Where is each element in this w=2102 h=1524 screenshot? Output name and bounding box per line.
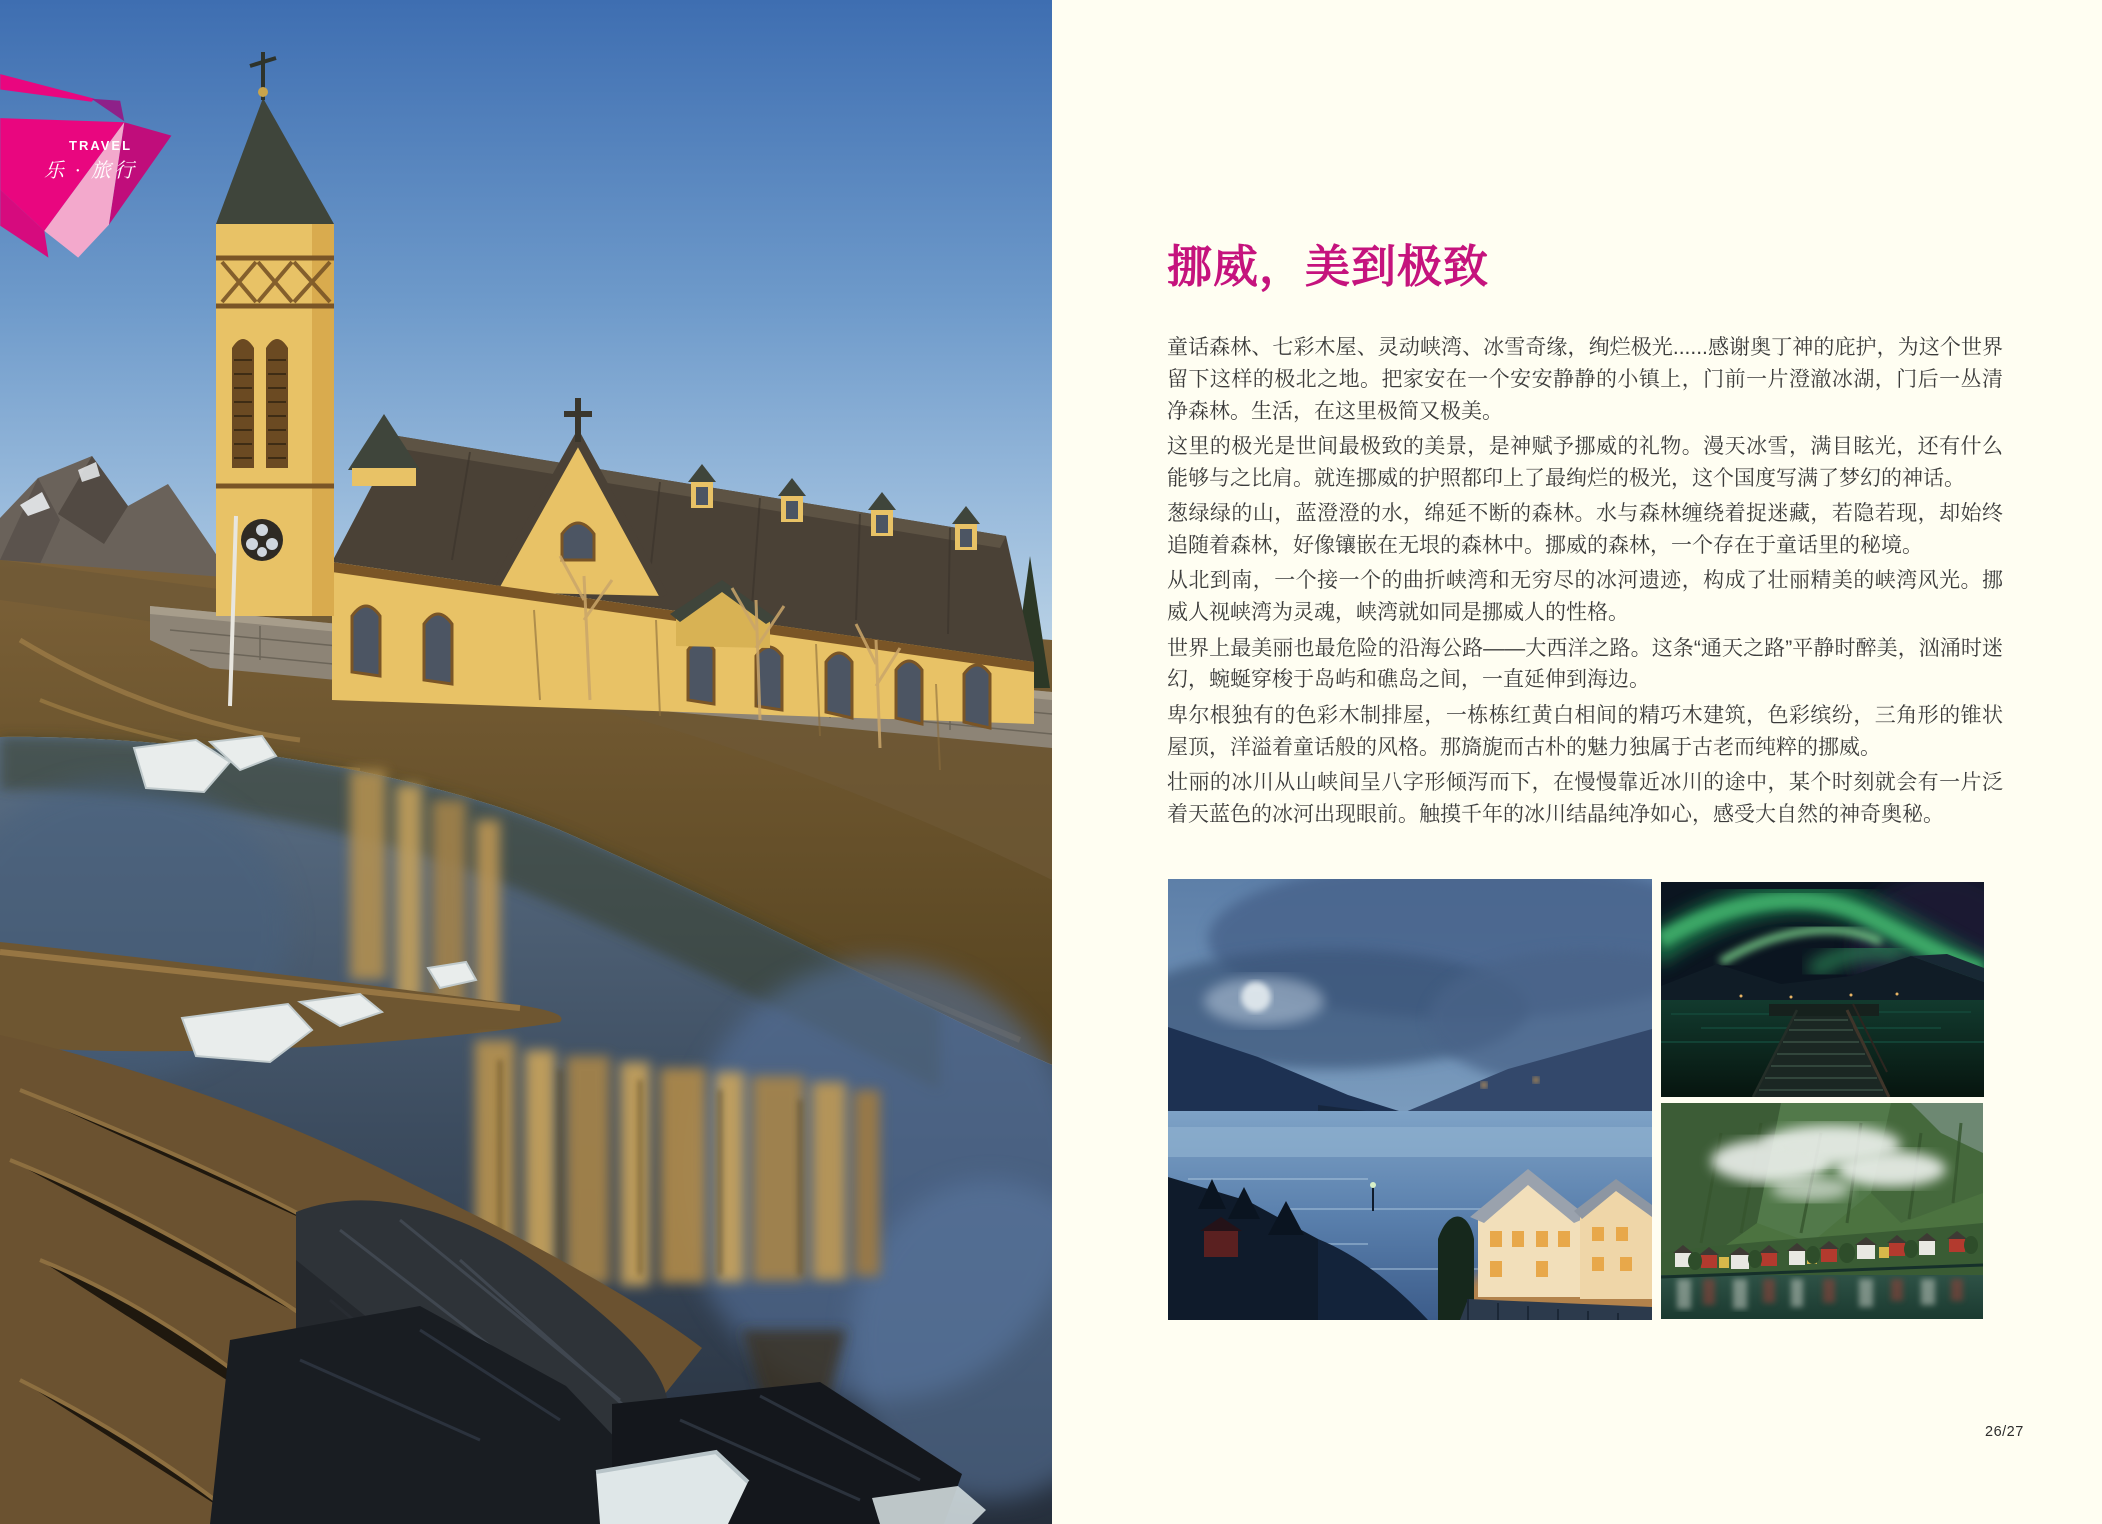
page-number: 26/27: [1985, 1424, 2024, 1440]
paragraph: 葱绿绿的山，蓝澄澄的水，绵延不断的森林。水与森林缠绕着捉迷藏，若隐若现，却始终追随着森林，好像镶嵌在无垠的森林中。挪威的森林，一个存在于童话里的秘境。: [1167, 502, 2003, 557]
fjord-dusk-photo: [1168, 879, 1652, 1320]
paragraph: 卑尔根独有的色彩木制排屋，一栋栋红黄白相间的精巧木建筑，色彩缤纷，三角形的锥状屋顶，洋溢着童话般的风格。那旖旎而古朴的魅力独属于古老而纯粹的挪威。: [1167, 703, 2003, 759]
logo-chinese-label: 乐 · 旅行: [44, 160, 137, 182]
village-illustration: [1661, 1103, 1983, 1319]
aurora-illustration: [1661, 882, 1984, 1097]
paragraph: 世界上最美丽也最危险的沿海公路——大西洋之路。这条“通天之路”平静时醉美，汹涌时迷幻，蜿蜒穿梭于岛屿和礁岛之间，一直延伸到海边。: [1167, 636, 2003, 692]
aurora-pier-photo: [1661, 882, 1984, 1097]
paragraph: 这里的极光是世间最极致的美景，是神赋予挪威的礼物。漫天冰雪，满目眩光，还有什么能够与之比肩。就连挪威的护照都印上了最绚烂的极光，这个国度写满了梦幻的神话。: [1167, 434, 2003, 490]
article-title: 挪威，美到极致: [1167, 242, 1490, 292]
article-body: [1167, 332, 2003, 834]
logo-travel-label: TRAVEL: [69, 138, 133, 153]
paragraph: 从北到南，一个接一个的曲折峡湾和无穷尽的冰河遗迹，构成了壮丽精美的峡湾风光。挪威人视峡湾为灵魂，峡湾就如同是挪威人的性格。: [1167, 569, 2003, 625]
travel-logo: [0, 70, 185, 275]
fjord-dusk-illustration: [1168, 879, 1652, 1320]
paragraph: 壮丽的冰川从山峡间呈八字形倾泻而下，在慢慢靠近冰川的途中，某个时刻就会有一片泛着天蓝色的冰河出现眼前。触摸千年的冰川结晶纯净如心，感受大自然的神奇奥秘。: [1167, 770, 2003, 826]
fjord-village-photo: [1661, 1103, 1983, 1319]
paragraph: 童话森林、七彩木屋、灵动峡湾、冰雪奇缘，绚烂极光......感谢奥丁神的庇护，为这个世界留下这样的极北之地。把家安在一个安安静静的小镇上，门前一片澄澈冰湖，门后一丛清净森林。生活，在这里极简又极美。: [1167, 336, 2003, 423]
